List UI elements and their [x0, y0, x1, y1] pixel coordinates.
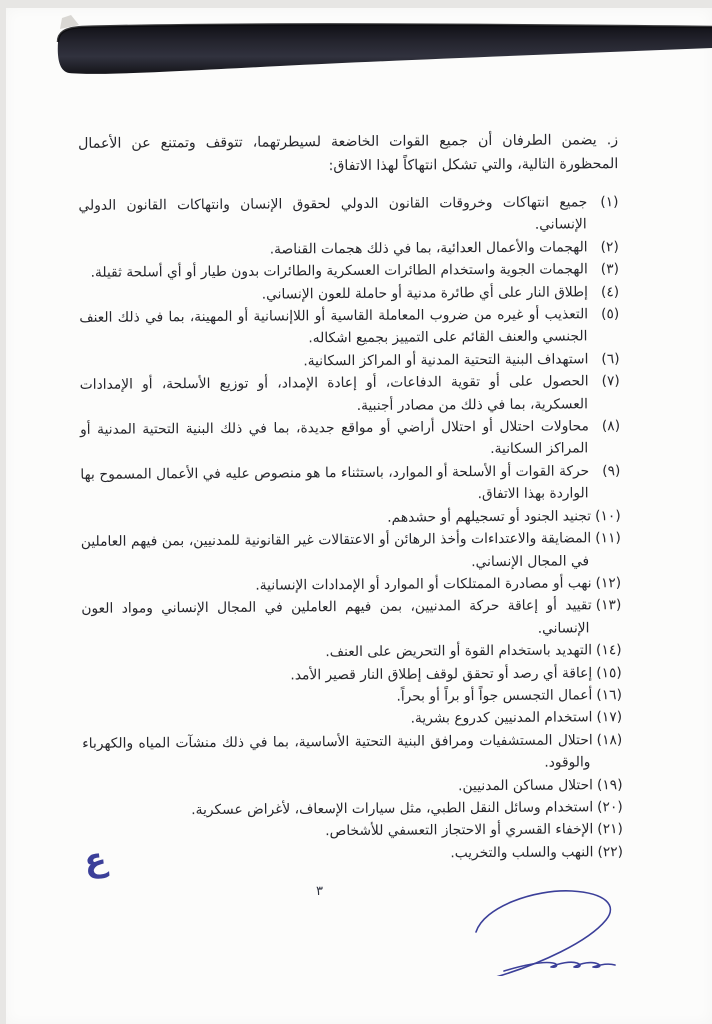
item-number: (٢٢)	[597, 843, 624, 861]
item-number: (٨)	[601, 418, 621, 435]
prohibited-actions-list	[78, 191, 623, 867]
item-text: محاولات احتلال أو احتلال أراضي أو مواقع جديدة، بما في ذلك البنية التحتية المدنية أو المراكز السكانية.	[80, 418, 589, 458]
item-number: (١)	[600, 194, 619, 211]
item-text: النهب والسلب والتخريب.	[450, 844, 594, 862]
list-item	[82, 729, 622, 778]
item-text: استهداف البنية التحتية المدنية أو المراكز السكانية.	[303, 351, 589, 370]
intro-text: يضمن الطرفان أن جميع القوات الخاضعة لسيطرتهما، تتوقف وتمتنع عن الأعمال المحظورة التالية، والتي تشكل انتهاكاً لهذا الاتفاق:	[78, 132, 619, 175]
item-number: (٧)	[601, 373, 620, 390]
list-item	[79, 258, 619, 284]
paragraph-marker: ز.	[606, 132, 619, 149]
item-text: احتلال المستشفيات ومرافق البنية التحتية الأساسية، بما في ذلك منشآت المياه والكهرباء والوقود.	[82, 732, 593, 771]
list-item	[80, 370, 620, 419]
item-text: الحصول على أو تقوية الدفاعات، أو إعادة الإمداد، أو توزيع الأسلحة، أو الإمدادات العسكرية، بما في ذلك من مصادر أجنبية.	[79, 373, 589, 414]
list-item	[81, 527, 621, 576]
item-number: (١٥)	[596, 664, 622, 681]
item-text: الإخفاء القسري أو الاحتجاز التعسفي للأشخاص.	[325, 821, 594, 840]
item-text: استخدام المدنيين كدروع بشرية.	[410, 709, 593, 727]
item-text: حركة القوات أو الأسلحة أو الموارد، باستثناء ما هو منصوص عليه في الأعمال المسموح بها الواردة بهذا الاتفاق.	[80, 463, 590, 503]
item-text: التهديد باستخدام القوة أو التحريض على العنف.	[325, 642, 593, 661]
list-item	[82, 639, 622, 665]
item-text: تقييد أو إعاقة حركة المدنيين، بمن فيهم العاملين في المجال الإنساني ومواد العون الإنساني.	[81, 597, 592, 637]
list-item	[81, 594, 621, 643]
intro-paragraph	[78, 128, 618, 180]
item-number: (٩)	[602, 462, 621, 480]
item-number: (١٠)	[595, 507, 621, 524]
item-number: (١٣)	[595, 597, 622, 614]
page-number: ٣	[316, 884, 323, 899]
item-text: جميع انتهاكات وخروقات القانون الدولي لحقوق الإنسان وانتهاكات القانون الدولي الإنساني.	[78, 194, 588, 234]
item-number: (٣)	[600, 261, 620, 278]
item-number: (١٩)	[596, 776, 623, 793]
list-item	[78, 191, 618, 240]
item-text: أعمال التجسس جواً أو براً أو بحراً.	[396, 687, 593, 705]
item-text: الهجمات الجوية واستخدام الطائرات العسكرية والطائرات بدون طيار أو أي أسلحة ثقيلة.	[90, 261, 588, 282]
list-item	[79, 303, 619, 352]
item-number: (٦)	[601, 350, 620, 368]
item-number: (٢٠)	[597, 799, 623, 816]
list-item	[80, 415, 620, 464]
item-number: (١٦)	[596, 687, 623, 704]
item-text: نهب أو مصادرة الممتلكات أو الموارد أو الإمدادات الإنسانية.	[255, 575, 592, 594]
handwritten-initial: ع	[82, 838, 109, 881]
item-number: (١١)	[595, 530, 621, 547]
list-item	[83, 841, 623, 867]
list-item	[80, 460, 620, 509]
document-content	[78, 128, 623, 867]
item-text: تجنيد الجنود أو تسجيلهم أو حشدهم.	[387, 508, 592, 526]
item-text: الهجمات والأعمال العدائية، بما في ذلك هجمات القناصة.	[269, 239, 588, 258]
item-number: (٥)	[601, 306, 620, 323]
item-text: التعذيب أو غيره من ضروب المعاملة القاسية أو اللاإنسانية أو المهينة، بما في ذلك العنف الجنسي والعنف القائم على التمييز بجميع اشكاله.	[79, 306, 589, 347]
item-number: (٢١)	[597, 821, 623, 838]
item-number: (٢)	[600, 238, 619, 256]
item-text: استخدام وسائل النقل الطبي، مثل سيارات الإسعاف، لأغراض عسكرية.	[191, 799, 594, 819]
signature-ink-icon	[442, 876, 632, 976]
item-text: إطلاق النار على أي طائرة مدنية أو حاملة للعون الإنساني.	[261, 283, 588, 303]
item-number: (٤)	[600, 283, 620, 300]
item-text: إعاقة أي رصد أو تحقق لوقف إطلاق النار قصير الأمد.	[290, 664, 593, 683]
item-number: (١٧)	[596, 709, 623, 726]
item-text: المضايقة والاعتداءات وأخذ الرهائن أو الاعتقالات غير القانونية للمدنيين، بمن فيهم العاملين في المجال الإنساني.	[80, 530, 592, 570]
binding-shadow-icon	[0, 0, 712, 95]
item-text: احتلال مساكن المدنيين.	[458, 776, 594, 794]
item-number: (١٨)	[596, 731, 623, 749]
item-number: (١٤)	[595, 642, 622, 659]
item-number: (١٢)	[595, 575, 622, 592]
